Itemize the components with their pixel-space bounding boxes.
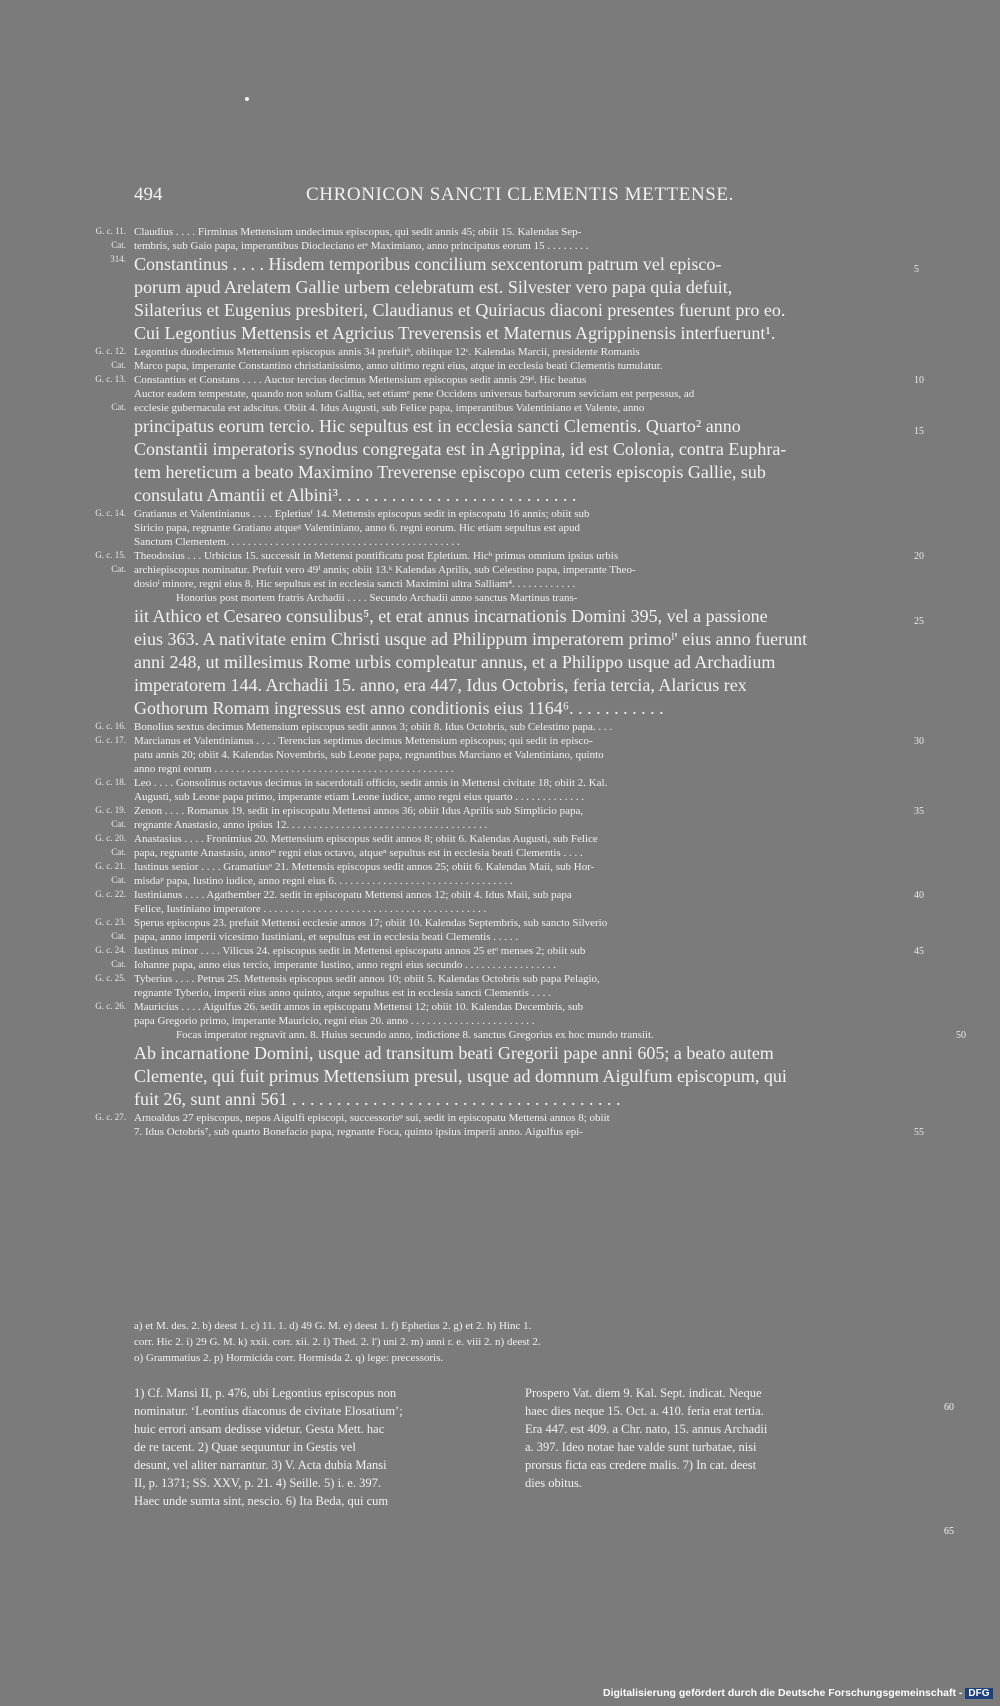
footnote-line: Prospero Vat. diem 9. Kal. Sept. indicat. Neque [525,1386,762,1400]
chronicle-entry [95,507,892,549]
chronicle-text [95,225,966,1139]
footnote-line: a. 397. Ideo notae hae valde sunt turbatae, nisi [525,1440,757,1454]
margin-reference: G. c. 17. [95,735,126,745]
text-line: tembris, sub Gaio papa, imperantibus Diocleciano etᵃ Maximiano, anno principatus eorum 15 . . . . . . . . [134,240,589,252]
text-line: Iustinus minor . . . . Vilicus 24. episcopus sedit in Mettensi episcopatu annos 25 etᵒ menses 2; obiit sub [134,945,586,957]
margin-reference: Cat. [111,847,126,857]
line-number: 30 [914,736,924,747]
margin-reference: Cat. [111,875,126,885]
dfg-logo: DFG [965,1688,992,1699]
text-line: papa, regnante Anastasio, annoᵐ regni eius octavo, atqueⁿ sepultus est in ecclesia beati Clementis . . . . [134,847,583,859]
line-number: 25 [914,616,924,627]
margin-reference: G. c. 15. [95,550,126,560]
text-line: Constantius et Constans . . . . Auctor tercius decimus Mettensium episcopus sedit annis 29ᵈ. Hic beatus [134,374,587,386]
text-line: eius 363. A nativitate enim Christi usque ad Philippum imperatorem primoˡ' eius anno fuerunt [134,629,808,649]
text-line: Legontius duodecimus Mettensium episcopus annis 34 prefuitᵇ, obiitque 12ᶜ. Kalendas Marcii, presidente Romanis [134,346,640,358]
critical-apparatus [134,1318,892,1366]
footnote-line: de re tacent. 2) Quae sequuntur in Gestis vel [134,1440,356,1454]
line-number: 65 [944,1526,954,1537]
margin-reference: Cat. [111,931,126,941]
text-line: tem hereticum a beato Maximino Treverense episcopo cum ceteris episcopis Gallie, sub [134,462,766,482]
text-line: Siricio papa, regnante Gratiano atqueᵍ Valentiniano, anno 6. regni eorum. Hic etiam sepultus est apud [134,522,581,534]
text-line: Honorius post mortem fratris Archadii . . . . Secundo Archadii anno sanctus Martinus trans- [176,592,578,604]
margin-reference: G. c. 18. [95,777,126,787]
text-line: Leo . . . . Gonsolinus octavus decimus in sacerdotali officio, sedit annis in Mettensi civitate 18; obiit 2. Kal. [134,777,608,789]
text-line: Constantinus . . . . Hisdem temporibus concilium sexcentorum patrum vel episco- [134,254,722,274]
margin-reference: G. c. 26. [95,1001,126,1011]
text-line: Iustinus senior . . . . Gramatiusᵒ 21. Mettensis episcopus sedit annos 25; obiit 6. Kalendas Maii, sub Hor- [134,861,595,873]
text-line: Claudius . . . . Firminus Mettensium undecimus episcopus, qui sedit annis 45; obiit 15. Kalendas Sep- [134,226,582,238]
chronicle-entry [95,888,924,916]
margin-reference: G. c. 27. [95,1112,126,1122]
text-line: principatus eorum tercio. Hic sepultus est in ecclesia sancti Clementis. Quarto² anno [134,416,741,436]
margin-reference: G. c. 16. [95,721,126,731]
text-line: Sperus episcopus 23. prefuit Mettensi ecclesie annos 17; obiit 10. Kalendas Septembris, sub sancto Silverio [134,917,608,929]
line-number: 20 [914,551,924,562]
footnote-line: Era 447. est 409. a Chr. nato, 15. annus Archadii [525,1422,768,1436]
footnote-line: dies obitus. [525,1476,582,1490]
text-line: anni 248, ut millesimus Rome urbis compleatur annus, et a Philippo usque ad Archadium [134,652,776,672]
margin-reference: Cat. [111,402,126,412]
footnote-line: Haec unde sumta sint, nescio. 6) Ita Beda, qui cum [134,1494,389,1508]
line-number: 10 [914,375,924,386]
text-line: Gratianus et Valentinianus . . . . Epletiusᶠ 14. Mettensis episcopus sedit in episcopatu 16 annis; obiit sub [134,508,590,520]
text-line: papa Gregorio primo, imperante Mauricio, regni eius 20. anno . . . . . . . . . . . . . . . . . . . . . . . [134,1015,535,1027]
chronicle-entry [95,944,924,972]
text-line: Marco papa, imperante Constantino christianissimo, anno ultimo regni eius, atque in ecclesia beati Clementis tumulatur. [134,360,663,372]
text-line: Gothorum Romam ingressus est anno conditionis eius 1164⁶. . . . . . . . . . . [134,698,664,718]
margin-reference: Cat. [111,360,126,370]
apparatus-line: corr. Hic 2. i) 29 G. M. k) xxii. corr. xii. 2. l) Thed. 2. l') uni 2. m) anni r. e. viii 2. n) deest 2. [134,1336,541,1348]
footnote-line: nominatur. ‘Leontius diaconus de civitate Elosatium’; [134,1404,403,1418]
text-line: regnante Tyberio, imperii eius anno quinto, atque sepultus est in ecclesia sancti Clementis . . . . [134,987,551,999]
chronicle-entry [134,1028,966,1042]
text-line: imperatorem 144. Archadii 15. anno, era 447, Idus Octobris, feria tercia, Alaricus rex [134,675,747,695]
text-line: 7. Idus Octobris⁷, sub quarto Bonefacio papa, regnante Foca, quinto ipsius imperii anno. Aigulfus epi- [134,1126,583,1138]
line-number: 5 [914,264,919,275]
digitization-credit [603,1687,993,1699]
text-line: porum apud Arelatem Gallie urbem celebratum est. Silvester vero papa quia defuit, [134,277,733,297]
chronicle-entry [95,860,892,888]
margin-reference: G. c. 24. [95,945,126,955]
line-number: 50 [956,1030,966,1041]
margin-reference: G. c. 11. [95,226,126,236]
text-line: regnante Anastasio, anno ipsius 12. . . . . . . . . . . . . . . . . . . . . . . . . . . . . . . . . . . . . [134,819,488,831]
text-line: Ab incarnatione Domini, usque ad transitum beati Gregorii pape anni 605; a beato autem [134,1043,774,1063]
margin-reference: Cat. [111,959,126,969]
text-line: archiepiscopus nominatur. Prefuit vero 49ⁱ annis; obiit 13.ᵏ Kalendas Aprilis, sub Celestino papa, imperante Theo- [134,564,636,576]
chronicle-entry [134,605,924,720]
margin-reference: G. c. 14. [95,508,126,518]
text-line: Tyberius . . . . Petrus 25. Mettensis episcopus sedit annos 10; obiit 5. Kalendas Octobris sub papa Pelagio, [134,973,600,985]
text-line: Constantii imperatoris synodus congregata est in Agrippina, id est Colonia, contra Euphra- [134,439,787,459]
text-line: Cui Legontius Mettensis et Agricius Treverensis et Maternus Agrippinensis interfuerunt¹. [134,323,776,343]
text-line: Iustinianus . . . . Agathember 22. sedit in episcopatu Mettensi annos 12; obiit 4. Idus Maii, sub papa [134,889,572,901]
chronicle-entry [95,1111,892,1125]
chronicle-entry [95,916,892,944]
footnote-line: 1) Cf. Mansi II, p. 476, ubi Legontius episcopus non [134,1386,397,1400]
text-line: anno regni eorum . . . . . . . . . . . . . . . . . . . . . . . . . . . . . . . . . . . . . . . . . . . . [134,763,454,775]
footnotes-right-column [525,1384,895,1492]
text-line: Augusti, sub Leone papa primo, imperante etiam Leone iudice, anno regni eius quarto . . . . . . . . . . . . . [134,791,584,803]
line-number: 55 [914,1127,924,1138]
chronicle-entry [95,720,892,734]
margin-reference: G. c. 13. [95,374,126,384]
margin-reference: G. c. 23. [95,917,126,927]
apparatus-line: o) Grammatius 2. p) Hormicida corr. Hormisda 2. q) lege: precessoris. [134,1352,444,1364]
text-line: Arnoaldus 27 episcopus, nepos Aigulfi episcopi, successorisᵠ sui, sedit in episcopatu Mettensi annos 8; obiit [134,1112,610,1124]
margin-reference: G. c. 21. [95,861,126,871]
text-line: iit Athico et Cesareo consulibus⁵, et erat annus incarnationis Domini 395, vel a passione [134,606,768,626]
text-line: Silaterius et Eugenius presbiteri, Claudianus et Quiriacus diaconi presentes fuerunt pro eo. [134,300,786,320]
text-line: Clemente, qui fuit primus Mettensium presul, usque ad domnum Aigulfum episcopum, qui [134,1066,787,1086]
chronicle-entry [95,345,892,373]
text-line: Theodosius . . . Urbicius 15. successit in Mettensi pontificatu post Epletium. Hicʰ primus omnium ipsius urbis [134,550,619,562]
line-number: 15 [914,426,924,437]
text-line: Auctor eadem tempestate, quando non solum Gallia, set etiamᵉ pene Occidens universus barbarorum seviciam est perpessus, ad [134,388,695,400]
margin-reference: G. c. 20. [95,833,126,843]
text-line: misdaᵖ papa, Iustino iudice, anno regni eius 6. . . . . . . . . . . . . . . . . . . . . . . . . . . . . . . . . [134,875,513,887]
line-number: 60 [944,1402,954,1413]
margin-reference: Cat. [111,819,126,829]
text-line: consulatu Amantii et Albini³. . . . . . . . . . . . . . . . . . . . . . . . . . . [134,485,577,505]
text-line: Bonolius sextus decimus Mettensium episcopus sedit annos 3; obiit 8. Idus Octobris, sub Celestino papa. . . . [134,721,613,733]
chronicle-entry [95,1000,892,1028]
chronicle-entry [134,1125,924,1139]
margin-reference: G. c. 25. [95,973,126,983]
margin-reference: Cat. [111,240,126,250]
text-line: patu annis 20; obiit 4. Kalendas Novembris, sub Leone papa, regnantibus Marciano et Valentiniano, quinto [134,749,604,761]
chronicle-entry [95,804,924,832]
chronicle-entry [110,253,919,345]
margin-reference: G. c. 12. [95,346,126,356]
apparatus-line: a) et M. des. 2. b) deest 1. c) 11. 1. d) 49 G. M. e) deest 1. f) Ephetius 2. g) et 2. h) Hinc 1. [134,1320,532,1332]
footnote-line: desunt, vel aliter narrantur. 3) V. Acta dubia Mansi [134,1458,387,1472]
text-line: Focas imperator regnavit ann. 8. Huius secundo anno, indictione 8. sanctus Gregorius ex hoc mundo transiit. [176,1029,654,1041]
margin-reference: G. c. 19. [95,805,126,815]
chronicle-entry [134,415,924,507]
footnote-line: II, p. 1371; SS. XXV, p. 21. 4) Seille. 5) i. e. 397. [134,1476,381,1490]
text-line: Felice, Iustiniano imperatore . . . . . . . . . . . . . . . . . . . . . . . . . . . . . . . . . . . . . . . . . [134,903,487,915]
ink-speck [245,97,249,101]
text-line: Zenon . . . . Romanus 19. sedit in episcopatu Mettensi annos 36; obiit Idus Aprilis sub Simplicio papa, [134,805,584,817]
margin-reference: Cat. [111,564,126,574]
line-number: 45 [914,946,924,957]
text-line: Mauricius . . . . Aigulfus 26. sedit annos in episcopatu Mettensi 12; obiit 10. Kalendas Decembris, sub [134,1001,584,1013]
credit-text: Digitalisierung gefördert durch die Deutsche Forschungsgemeinschaft - [603,1687,963,1699]
text-line: fuit 26, sunt anni 561 . . . . . . . . . . . . . . . . . . . . . . . . . . . . . . . . . . . . . [134,1089,621,1109]
footnote-line: prorsus ficta eas credere malis. 7) In cat. deest [525,1458,757,1472]
page-number: 494 [134,184,163,205]
chronicle-entry [95,225,892,253]
text-line: Anastasius . . . . Fronimius 20. Mettensium episcopus sedit annos 8; obiit 6. Kalendas Augusti, sub Felice [134,833,598,845]
line-number: 35 [914,806,924,817]
margin-reference: G. c. 22. [95,889,126,899]
page-header [134,184,894,214]
chronicle-entry [95,832,892,860]
text-line: Sanctum Clementem. . . . . . . . . . . . . . . . . . . . . . . . . . . . . . . . . . . . . . . . . . . [134,536,460,548]
chronicle-entry [134,591,892,605]
line-number: 40 [914,890,924,901]
text-line: Iohanne papa, anno eius tercio, imperante Iustino, anno regni eius secundo . . . . . . . . . . . . . . . . . [134,959,556,971]
running-title: CHRONICON SANCTI CLEMENTIS METTENSE. [306,184,734,205]
chronicle-entry [95,373,924,415]
footnote-line: huic errori ansam dedisse videtur. Gesta Mett. hac [134,1422,385,1436]
text-line: dosioˡ minore, regni eius 8. Hic sepultus est in ecclesia sancti Maximini ultra Salliam⁴. . . . . . . . . . . . [134,578,576,590]
margin-reference: 314. [110,254,126,264]
chronicle-entry [95,972,892,1000]
chronicle-entry [95,734,924,776]
text-line: papa, anno imperii vicesimo Iustiniani, et sepultus est in ecclesia beati Clementis . . . . . [134,931,518,943]
chronicle-entry [134,1042,892,1111]
chronicle-entry [95,776,892,804]
text-line: Marcianus et Valentinianus . . . . Terencius septimus decimus Mettensium episcopus; qui sedit in episco- [134,735,593,747]
text-line: ecclesie gubernacula est adscitus. Obiit 4. Idus Augusti, sub Felice papa, imperantibus Valentiniano et Valente, anno [134,402,645,414]
chronicle-entry [95,549,924,591]
footnote-line: haec dies neque 15. Oct. a. 410. feria erat tertia. [525,1404,764,1418]
footnotes-left-column [134,1384,504,1510]
